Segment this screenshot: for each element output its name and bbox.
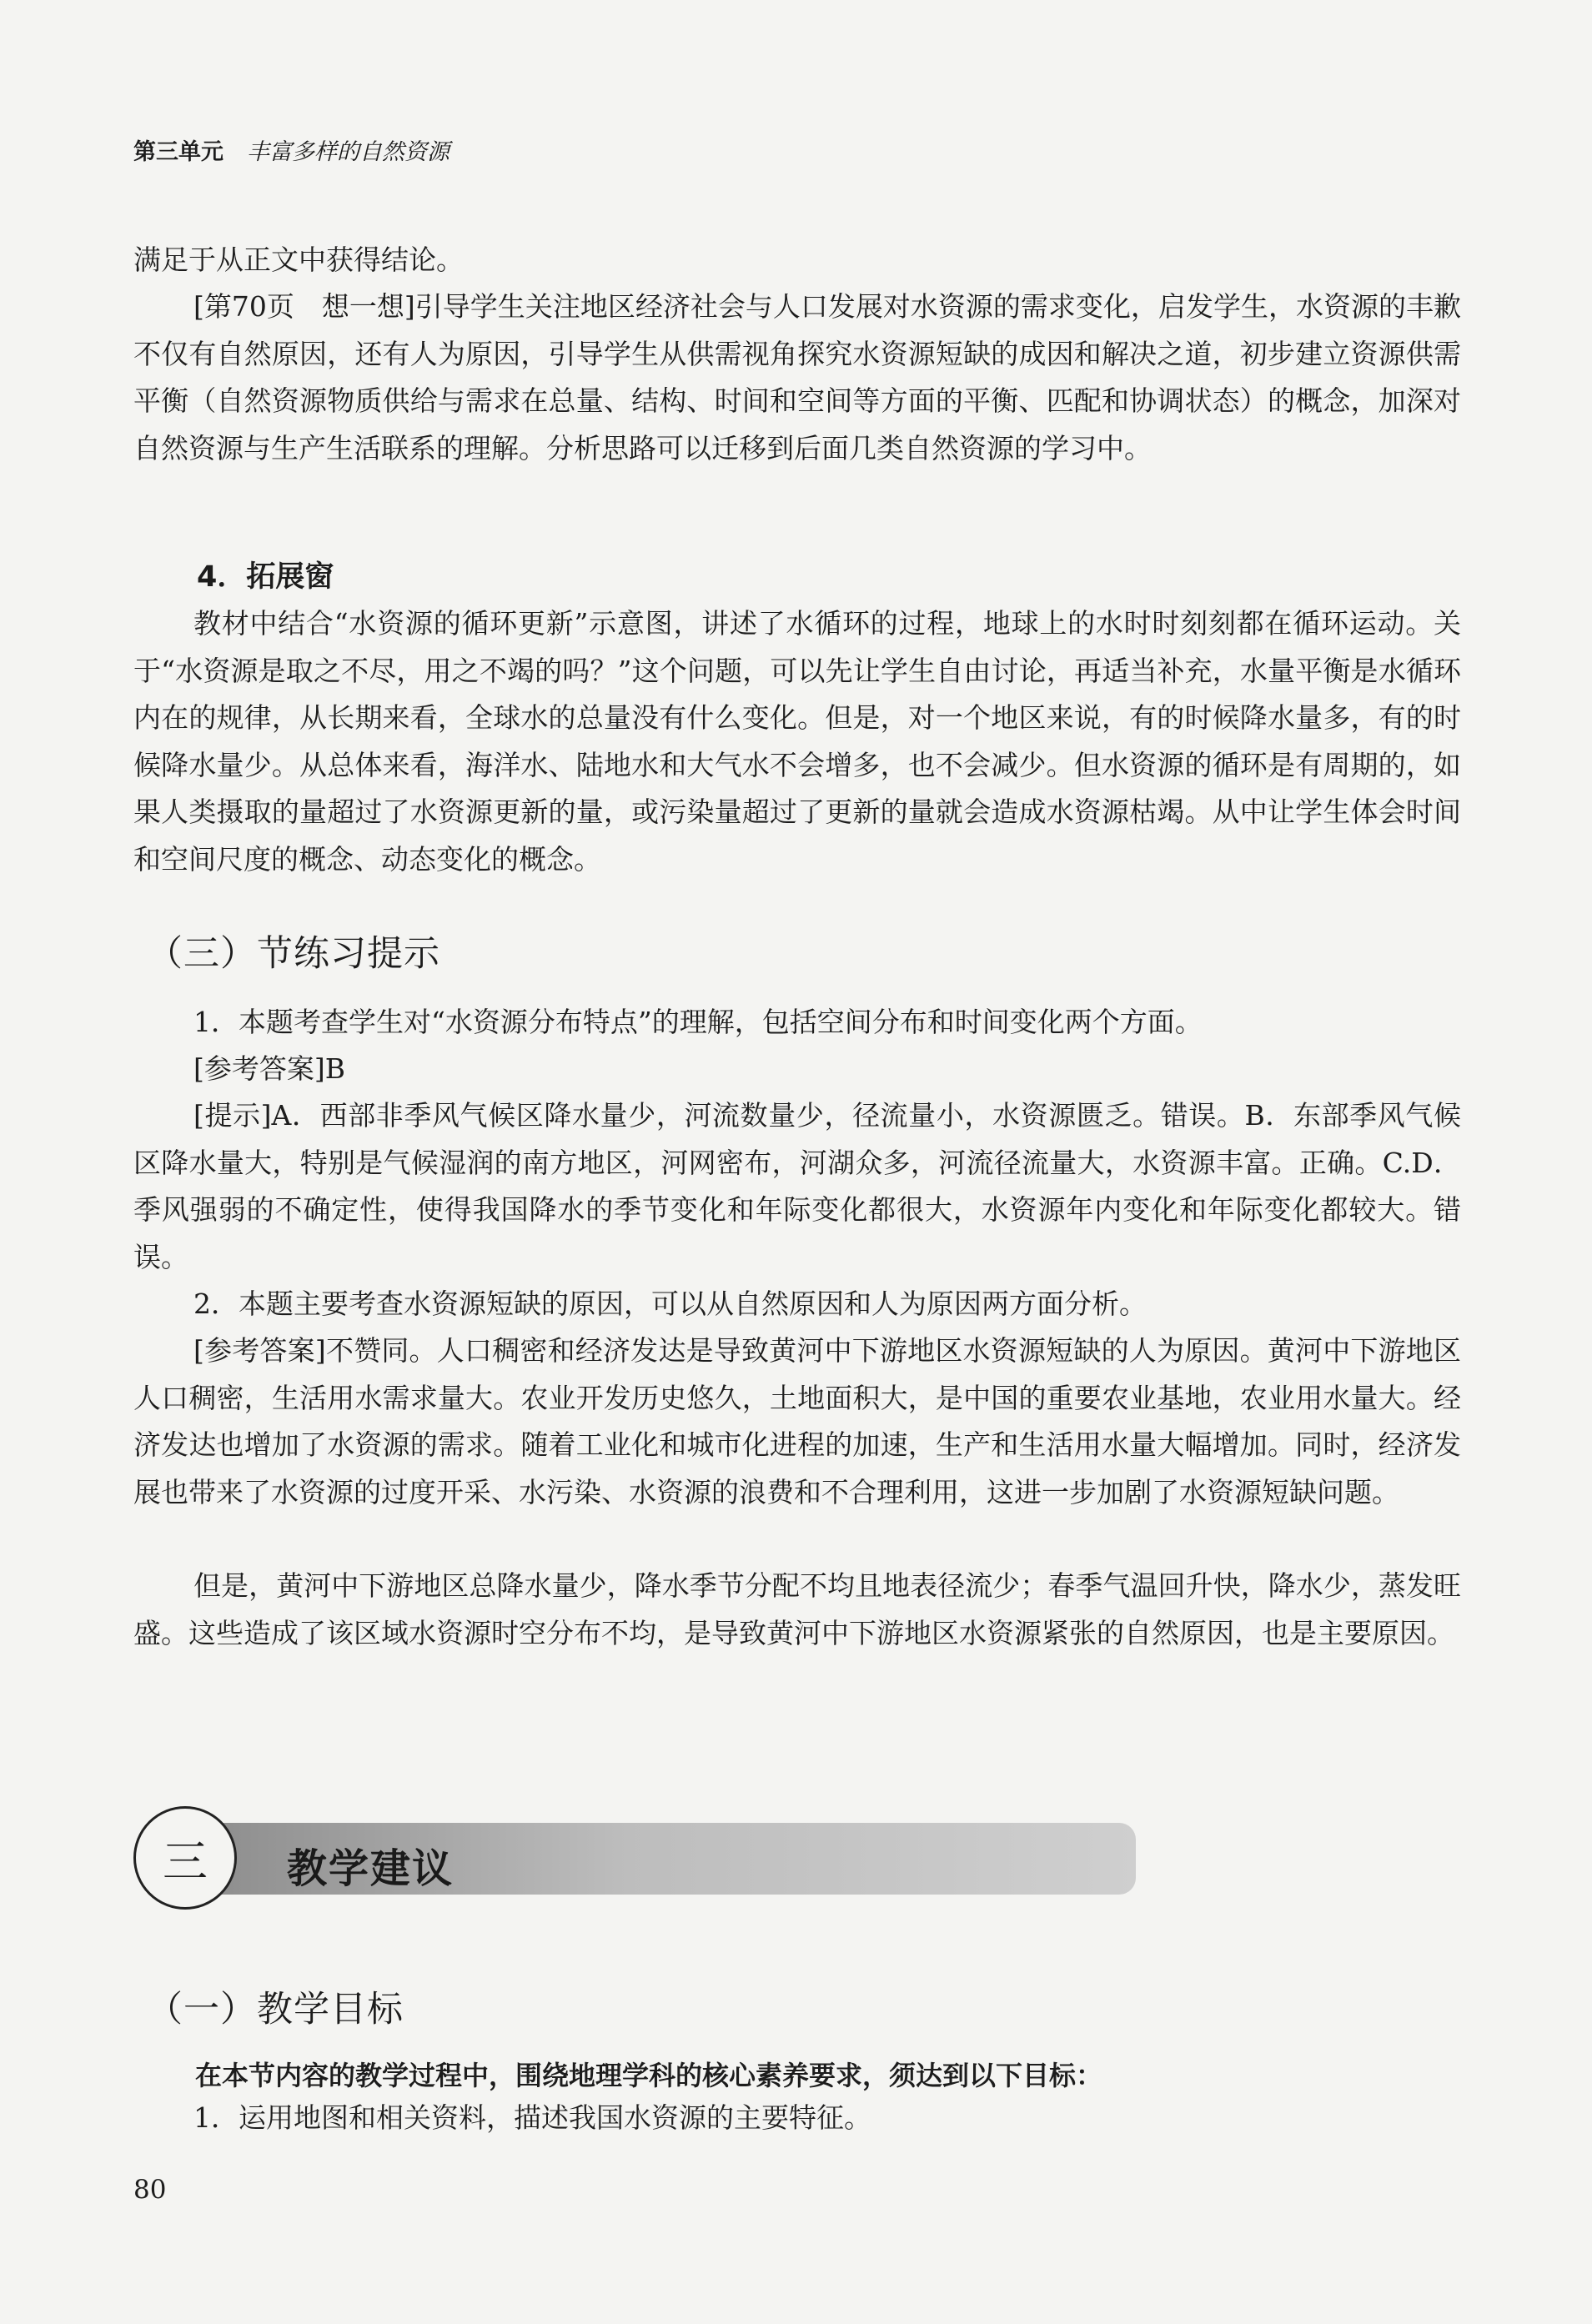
paragraph-think: [第70页 想一想]引导学生关注地区经济社会与人口发展对水资源的需求变化，启发学生，水资源的丰歉不仅有自然原因，还有人为原因，引导学生从供需视角探究水资源短缺的成因和解决之道，初步建立资源供需平衡（自然资源物质供给与需求在总量、结构、时间和空间等方面的平衡、匹配和协调状态）的概念，加深对自然资源与生产生活联系的理解。分析思路可以迁移到后面几类自然资源的学习中。 (133, 290, 1461, 464)
answer-1: [参考答案]B (193, 1052, 345, 1085)
question-1: 1．本题考查学生对“水资源分布特点”的理解，包括空间分布和时间变化两个方面。 (193, 1006, 1203, 1038)
paragraph-extension: 教材中结合“水资源的循环更新”示意图，讲述了水循环的过程，地球上的水时时刻刻都在循环运动。关于“水资源是取之不尽，用之不竭的吗？”这个问题，可以先让学生自由讨论，再适当补充，水量平衡是水循环内在的规律，从长期来看，全球水的总量没有什么变化。但是，对一个地区来说，有的时候降水量多，有的时候降水量少。从总体来看，海洋水、陆地水和大气水不会增多，也不会减少。但水资源的循环是有周期的，如果人类摄取的量超过了水资源更新的量，或污染量超过了更新的量就会造成水资源枯竭。从中让学生体会时间和空间尺度的概念、动态变化的概念。 (133, 607, 1461, 876)
chapter-number-circle: 三 (133, 1806, 237, 1910)
objective-item-1: 1．运用地图和相关资料，描述我国水资源的主要特征。 (193, 2101, 871, 2134)
chapter-title: 教学建议 (287, 1845, 454, 1892)
header-unit: 第三单元 (133, 139, 223, 165)
running-header (133, 133, 449, 166)
page-number: 80 (133, 2175, 167, 2205)
hint-1: [提示]A．西部非季风气候区降水量少，河流数量少，径流量小，水资源匮乏。错误。B．东部季风气候区降水量大，特别是气候湿润的南方地区，河网密布，河湖众多，河流径流量大，水资源丰富。正确。C.D．季风强弱的不确定性，使得我国降水的季节变化和年际变化都很大，水资源年内变化和年际变化都较大。错误。 (133, 1099, 1461, 1273)
subheading-extension: 4．拓展窗 (197, 560, 334, 594)
answer-2: [参考答案]不赞同。人口稠密和经济发达是导致黄河中下游地区水资源短缺的人为原因。黄河中下游地区人口稠密，生活用水需求量大。农业开发历史悠久，土地面积大，是中国的重要农业基地，农业用水量大。经济发达也增加了水资源的需求。随着工业化和城市化进程的加速，生产和生活用水量大幅增加。同时，经济发展也带来了水资源的过度开采、水污染、水资源的浪费和不合理利用，这进一步加剧了水资源短缺问题。 (133, 1334, 1461, 1508)
objectives-intro: 在本节内容的教学过程中，围绕地理学科的核心素养要求，须达到以下目标： (195, 2060, 1103, 2091)
section-heading-exercises: （三）节练习提示 (147, 933, 440, 975)
paragraph-conclusion: 满足于从正文中获得结论。 (133, 243, 464, 276)
answer-2-continued: 但是，黄河中下游地区总降水量少，降水季节分配不均且地表径流少；春季气温回升快，降水少，蒸发旺盛。这些造成了该区域水资源时空分布不均，是导致黄河中下游地区水资源紧张的自然原因，也是主要原因。 (133, 1569, 1461, 1649)
question-2: 2．本题主要考查水资源短缺的原因，可以从自然原因和人为原因两方面分析。 (193, 1287, 1147, 1320)
section-heading-objectives: （一）教学目标 (147, 1989, 404, 2030)
chapter-banner (133, 1806, 1009, 1913)
header-title: 丰富多样的自然资源 (247, 139, 449, 165)
